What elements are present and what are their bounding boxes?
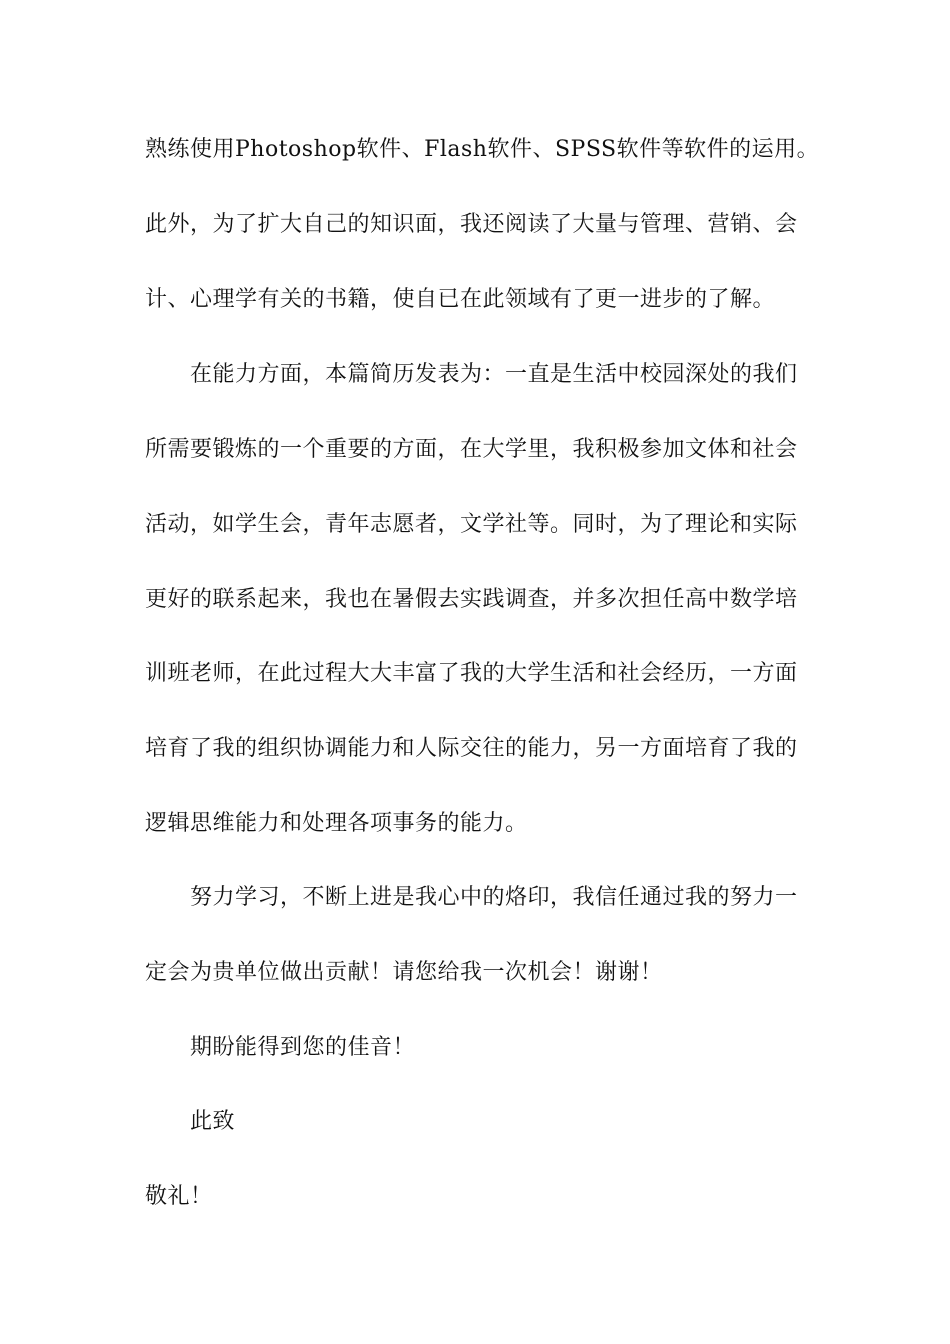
text-line-5: 所需要锻炼的一个重要的方面，在大学里，我积极参加文体和社会 — [145, 437, 798, 462]
text-line-14: 此致 — [190, 1109, 236, 1134]
text-line-12: 定会为贵单位做出贡献！请您给我一次机会！谢谢！ — [145, 960, 663, 985]
text-line-11: 努力学习，不断上进是我心中的烙印，我信任通过我的努力一 — [190, 885, 798, 910]
text-line-2: 此外，为了扩大自己的知识面，我还阅读了大量与管理、营销、会 — [145, 212, 798, 237]
text-line-4: 在能力方面，本篇简历发表为：一直是生活中校园深处的我们 — [190, 362, 798, 387]
text-line-1: 熟练使用Photoshop软件、Flash软件、SPSS软件等软件的运用。 — [145, 137, 820, 162]
text-line-3: 计、心理学有关的书籍，使自已在此领域有了更一进步的了解。 — [145, 287, 776, 312]
text-line-7: 更好的联系起来，我也在暑假去实践调查，并多次担任高中数学培 — [145, 587, 798, 612]
text-line-8: 训班老师，在此过程大大丰富了我的大学生活和社会经历，一方面 — [145, 661, 798, 686]
text-line-15: 敬礼！ — [145, 1184, 213, 1209]
text-line-13: 期盼能得到您的佳音！ — [190, 1035, 416, 1060]
text-line-9: 培育了我的组织协调能力和人际交往的能力，另一方面培育了我的 — [145, 736, 798, 761]
text-line-6: 活动，如学生会，青年志愿者，文学社等。同时，为了理论和实际 — [145, 512, 798, 537]
text-line-10: 逻辑思维能力和处理各项事务的能力。 — [145, 811, 528, 836]
